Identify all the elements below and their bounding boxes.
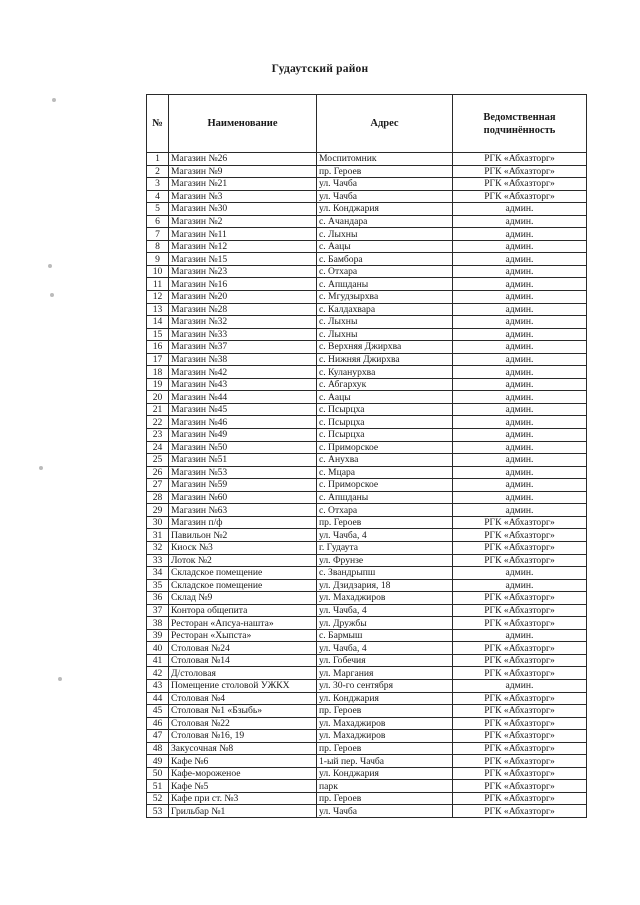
cell-name: Магазин №26	[169, 153, 317, 166]
table-row	[147, 692, 587, 705]
cell-address: с. Псырцха	[317, 403, 453, 416]
cell-department: админ.	[453, 366, 587, 379]
cell-address: с. Калдахвара	[317, 303, 453, 316]
cell-department: админ.	[453, 491, 587, 504]
cell-address: с. Мгудзырхва	[317, 291, 453, 304]
cell-department: админ.	[453, 567, 587, 580]
cell-name: Магазин №3	[169, 190, 317, 203]
table-row	[147, 579, 587, 592]
cell-address: с. Отхара	[317, 265, 453, 278]
table-row	[147, 567, 587, 580]
cell-number: 8	[147, 240, 169, 253]
page-title: Гудаутский район	[271, 63, 369, 75]
cell-name: Магазин №11	[169, 228, 317, 241]
cell-address: с. Ачандара	[317, 215, 453, 228]
cell-department: админ.	[453, 303, 587, 316]
cell-name: Магазин №2	[169, 215, 317, 228]
cell-address: ул. Махаджиров	[317, 592, 453, 605]
cell-name: Магазин №60	[169, 491, 317, 504]
cell-address: с. Приморское	[317, 441, 453, 454]
cell-name: Столовая №24	[169, 642, 317, 655]
cell-name: Столовая №4	[169, 692, 317, 705]
cell-name: Магазин №37	[169, 341, 317, 354]
cell-name: Кафе при ст. №3	[169, 792, 317, 805]
table-row	[147, 767, 587, 780]
table-row	[147, 504, 587, 517]
table-row	[147, 353, 587, 366]
table-row	[147, 316, 587, 329]
cell-number: 49	[147, 755, 169, 768]
cell-department: админ.	[453, 240, 587, 253]
cell-number: 52	[147, 792, 169, 805]
table-row	[147, 441, 587, 454]
cell-number: 45	[147, 705, 169, 718]
cell-name: Магазин №44	[169, 391, 317, 404]
cell-department: админ.	[453, 341, 587, 354]
cell-address: пр. Героев	[317, 792, 453, 805]
cell-department: админ.	[453, 479, 587, 492]
cell-department: админ.	[453, 353, 587, 366]
cell-name: Кафе-мороженое	[169, 767, 317, 780]
cell-address: ул. 30-го сентября	[317, 679, 453, 692]
cell-name: Ресторан «Апсуа-нашта»	[169, 617, 317, 630]
cell-address: ул. Конджария	[317, 203, 453, 216]
cell-name: Столовая №22	[169, 717, 317, 730]
table-row	[147, 667, 587, 680]
cell-address: ул. Конджария	[317, 767, 453, 780]
cell-name: Столовая №14	[169, 654, 317, 667]
cell-number: 42	[147, 667, 169, 680]
cell-number: 2	[147, 165, 169, 178]
cell-number: 3	[147, 178, 169, 191]
cell-department: РГК «Абхазторг»	[453, 742, 587, 755]
cell-number: 39	[147, 629, 169, 642]
table-row	[147, 303, 587, 316]
cell-address: ул. Чачба	[317, 805, 453, 818]
cell-number: 23	[147, 429, 169, 442]
cell-name: Магазин №59	[169, 479, 317, 492]
cell-name: Магазин №42	[169, 366, 317, 379]
table-row	[147, 792, 587, 805]
cell-name: Д/столовая	[169, 667, 317, 680]
cell-number: 19	[147, 378, 169, 391]
cell-name: Кафе №5	[169, 780, 317, 793]
cell-name: Магазин №33	[169, 328, 317, 341]
cell-number: 4	[147, 190, 169, 203]
cell-department: админ.	[453, 391, 587, 404]
table-row	[147, 378, 587, 391]
table-row	[147, 780, 587, 793]
cell-address: с. Бармыш	[317, 629, 453, 642]
cell-number: 20	[147, 391, 169, 404]
table-row	[147, 291, 587, 304]
cell-name: Магазин №43	[169, 378, 317, 391]
table-row	[147, 642, 587, 655]
cell-name: Магазин №38	[169, 353, 317, 366]
cell-name: Магазин №21	[169, 178, 317, 191]
cell-department: РГК «Абхазторг»	[453, 190, 587, 203]
cell-number: 41	[147, 654, 169, 667]
cell-name: Магазин №15	[169, 253, 317, 266]
table-row	[147, 479, 587, 492]
cell-number: 43	[147, 679, 169, 692]
cell-address: с. Мцара	[317, 466, 453, 479]
cell-name: Грильбар №1	[169, 805, 317, 818]
table-row	[147, 328, 587, 341]
table-row	[147, 178, 587, 191]
cell-address: с. Аацы	[317, 240, 453, 253]
cell-name: Ресторан «Хыпста»	[169, 629, 317, 642]
table-row	[147, 516, 587, 529]
cell-department: админ.	[453, 403, 587, 416]
table-body	[147, 153, 587, 818]
cell-address: с. Абгархук	[317, 378, 453, 391]
cell-address: с. Анухва	[317, 454, 453, 467]
cell-name: Складское помещение	[169, 579, 317, 592]
cell-department: админ.	[453, 265, 587, 278]
cell-number: 34	[147, 567, 169, 580]
table-row	[147, 466, 587, 479]
cell-address: с. Аацы	[317, 391, 453, 404]
cell-address: с. Нижняя Джирхва	[317, 353, 453, 366]
cell-department: РГК «Абхазторг»	[453, 153, 587, 166]
cell-name: Складское помещение	[169, 567, 317, 580]
cell-number: 14	[147, 316, 169, 329]
cell-number: 38	[147, 617, 169, 630]
table-row	[147, 228, 587, 241]
table-row	[147, 215, 587, 228]
cell-address: ул. Дружбы	[317, 617, 453, 630]
cell-name: Киоск №3	[169, 541, 317, 554]
cell-address: ул. Чачба	[317, 178, 453, 191]
cell-name: Магазин №45	[169, 403, 317, 416]
cell-address: ул. Конджария	[317, 692, 453, 705]
table-row	[147, 629, 587, 642]
scan-mark	[52, 98, 56, 102]
cell-number: 32	[147, 541, 169, 554]
cell-address: с. Лыхны	[317, 328, 453, 341]
cell-department: РГК «Абхазторг»	[453, 667, 587, 680]
cell-number: 16	[147, 341, 169, 354]
table-row	[147, 604, 587, 617]
cell-address: с. Лыхны	[317, 228, 453, 241]
cell-name: Магазин №30	[169, 203, 317, 216]
cell-number: 50	[147, 767, 169, 780]
cell-address: с. Отхара	[317, 504, 453, 517]
cell-number: 44	[147, 692, 169, 705]
cell-number: 35	[147, 579, 169, 592]
scan-mark	[58, 677, 62, 681]
cell-address: ул. Махаджиров	[317, 730, 453, 743]
table-row	[147, 165, 587, 178]
table-row	[147, 366, 587, 379]
cell-number: 48	[147, 742, 169, 755]
cell-department: РГК «Абхазторг»	[453, 692, 587, 705]
cell-department: админ.	[453, 441, 587, 454]
table-row	[147, 541, 587, 554]
cell-name: Магазин №28	[169, 303, 317, 316]
cell-name: Магазин №12	[169, 240, 317, 253]
cell-department: РГК «Абхазторг»	[453, 654, 587, 667]
cell-name: Столовая №1 «Бзыбь»	[169, 705, 317, 718]
header-name: Наименование	[169, 95, 317, 153]
cell-department: админ.	[453, 316, 587, 329]
cell-department: РГК «Абхазторг»	[453, 642, 587, 655]
cell-department: РГК «Абхазторг»	[453, 554, 587, 567]
cell-number: 33	[147, 554, 169, 567]
cell-department: админ.	[453, 466, 587, 479]
cell-department: РГК «Абхазторг»	[453, 767, 587, 780]
cell-name: Закусочная №8	[169, 742, 317, 755]
cell-name: Магазин п/ф	[169, 516, 317, 529]
cell-department: РГК «Абхазторг»	[453, 805, 587, 818]
cell-number: 15	[147, 328, 169, 341]
scan-mark	[48, 264, 52, 268]
cell-department: РГК «Абхазторг»	[453, 165, 587, 178]
cell-department: админ.	[453, 454, 587, 467]
cell-name: Магазин №63	[169, 504, 317, 517]
cell-department: админ.	[453, 416, 587, 429]
cell-department: админ.	[453, 328, 587, 341]
cell-address: пр. Героев	[317, 705, 453, 718]
table-row	[147, 253, 587, 266]
cell-department: админ.	[453, 629, 587, 642]
cell-address: с. Лыхны	[317, 316, 453, 329]
cell-name: Магазин №53	[169, 466, 317, 479]
table-row	[147, 429, 587, 442]
header-department	[453, 95, 587, 153]
table-row	[147, 805, 587, 818]
cell-number: 29	[147, 504, 169, 517]
cell-address: с. Бамбора	[317, 253, 453, 266]
facilities-table	[146, 94, 587, 818]
table-row	[147, 203, 587, 216]
cell-address: с. Куланурхва	[317, 366, 453, 379]
cell-number: 13	[147, 303, 169, 316]
table-row	[147, 403, 587, 416]
cell-address: пр. Героев	[317, 516, 453, 529]
cell-number: 9	[147, 253, 169, 266]
cell-department: админ.	[453, 504, 587, 517]
cell-number: 30	[147, 516, 169, 529]
table-row	[147, 153, 587, 166]
cell-number: 12	[147, 291, 169, 304]
cell-department: админ.	[453, 253, 587, 266]
cell-department: админ.	[453, 579, 587, 592]
table-row	[147, 617, 587, 630]
scan-mark	[50, 293, 54, 297]
table-row	[147, 391, 587, 404]
cell-address: с. Звандрыпш	[317, 567, 453, 580]
cell-name: Столовая №16, 19	[169, 730, 317, 743]
cell-address: с. Псырцха	[317, 416, 453, 429]
cell-department: РГК «Абхазторг»	[453, 592, 587, 605]
cell-number: 51	[147, 780, 169, 793]
cell-department: админ.	[453, 215, 587, 228]
cell-address: ул. Маргания	[317, 667, 453, 680]
cell-address: 1-ый пер. Чачба	[317, 755, 453, 768]
cell-number: 1	[147, 153, 169, 166]
cell-name: Магазин №51	[169, 454, 317, 467]
header-address: Адрес	[317, 95, 453, 153]
table-row	[147, 679, 587, 692]
cell-address: с. Приморское	[317, 479, 453, 492]
cell-name: Магазин №46	[169, 416, 317, 429]
cell-number: 5	[147, 203, 169, 216]
cell-name: Помещение столовой УЖКХ	[169, 679, 317, 692]
table-row	[147, 190, 587, 203]
cell-department: РГК «Абхазторг»	[453, 529, 587, 542]
cell-number: 46	[147, 717, 169, 730]
cell-address: ул. Дзидзария, 18	[317, 579, 453, 592]
cell-department: РГК «Абхазторг»	[453, 178, 587, 191]
cell-name: Магазин №20	[169, 291, 317, 304]
cell-department: админ.	[453, 228, 587, 241]
cell-address: ул. Чачба, 4	[317, 529, 453, 542]
cell-number: 47	[147, 730, 169, 743]
cell-name: Магазин №49	[169, 429, 317, 442]
cell-department: админ.	[453, 278, 587, 291]
table-row	[147, 278, 587, 291]
cell-department: РГК «Абхазторг»	[453, 617, 587, 630]
cell-number: 17	[147, 353, 169, 366]
cell-number: 6	[147, 215, 169, 228]
cell-name: Лоток №2	[169, 554, 317, 567]
cell-address: пр. Героев	[317, 165, 453, 178]
cell-address: Моспитомник	[317, 153, 453, 166]
cell-department: админ.	[453, 679, 587, 692]
cell-address: г. Гудаута	[317, 541, 453, 554]
cell-address: ул. Чачба	[317, 190, 453, 203]
header-row	[147, 95, 587, 153]
table-row	[147, 654, 587, 667]
cell-number: 40	[147, 642, 169, 655]
header-department-label: Ведомственная подчинённость	[483, 111, 556, 136]
cell-address: с. Апшданы	[317, 278, 453, 291]
cell-number: 11	[147, 278, 169, 291]
cell-department: РГК «Абхазторг»	[453, 792, 587, 805]
cell-number: 36	[147, 592, 169, 605]
cell-department: РГК «Абхазторг»	[453, 516, 587, 529]
table-row	[147, 491, 587, 504]
cell-name: Кафе №6	[169, 755, 317, 768]
cell-name: Склад №9	[169, 592, 317, 605]
table-row	[147, 341, 587, 354]
cell-department: РГК «Абхазторг»	[453, 604, 587, 617]
cell-number: 21	[147, 403, 169, 416]
cell-department: РГК «Абхазторг»	[453, 730, 587, 743]
table-row	[147, 730, 587, 743]
cell-number: 22	[147, 416, 169, 429]
cell-number: 27	[147, 479, 169, 492]
cell-number: 24	[147, 441, 169, 454]
table-row	[147, 705, 587, 718]
cell-number: 18	[147, 366, 169, 379]
cell-number: 25	[147, 454, 169, 467]
table-row	[147, 416, 587, 429]
table-row	[147, 454, 587, 467]
cell-name: Магазин №50	[169, 441, 317, 454]
scan-mark	[39, 466, 43, 470]
cell-name: Магазин №23	[169, 265, 317, 278]
cell-address: ул. Чачба, 4	[317, 642, 453, 655]
cell-department: РГК «Абхазторг»	[453, 717, 587, 730]
cell-name: Магазин №16	[169, 278, 317, 291]
cell-name: Контора общепита	[169, 604, 317, 617]
table-row	[147, 529, 587, 542]
cell-name: Магазин №32	[169, 316, 317, 329]
table-row	[147, 742, 587, 755]
cell-number: 53	[147, 805, 169, 818]
cell-name: Павильон №2	[169, 529, 317, 542]
cell-address: с. Псырцха	[317, 429, 453, 442]
cell-number: 28	[147, 491, 169, 504]
cell-address: ул. Гобечия	[317, 654, 453, 667]
cell-department: РГК «Абхазторг»	[453, 755, 587, 768]
cell-address: ул. Чачба, 4	[317, 604, 453, 617]
cell-number: 31	[147, 529, 169, 542]
cell-department: РГК «Абхазторг»	[453, 780, 587, 793]
cell-number: 26	[147, 466, 169, 479]
table-header	[147, 95, 587, 153]
cell-address: с. Апшданы	[317, 491, 453, 504]
cell-number: 37	[147, 604, 169, 617]
cell-number: 7	[147, 228, 169, 241]
cell-address: ул. Фрунзе	[317, 554, 453, 567]
table-row	[147, 717, 587, 730]
cell-department: админ.	[453, 291, 587, 304]
table-row	[147, 240, 587, 253]
cell-department: админ.	[453, 378, 587, 391]
cell-number: 10	[147, 265, 169, 278]
table-row	[147, 755, 587, 768]
cell-department: РГК «Абхазторг»	[453, 705, 587, 718]
cell-address: с. Верхняя Джирхва	[317, 341, 453, 354]
header-number: №	[147, 95, 169, 153]
table-row	[147, 592, 587, 605]
cell-address: ул. Махаджиров	[317, 717, 453, 730]
table-row	[147, 265, 587, 278]
cell-department: РГК «Абхазторг»	[453, 541, 587, 554]
cell-department: админ.	[453, 203, 587, 216]
cell-department: админ.	[453, 429, 587, 442]
table-row	[147, 554, 587, 567]
cell-address: парк	[317, 780, 453, 793]
cell-name: Магазин №9	[169, 165, 317, 178]
cell-address: пр. Героев	[317, 742, 453, 755]
